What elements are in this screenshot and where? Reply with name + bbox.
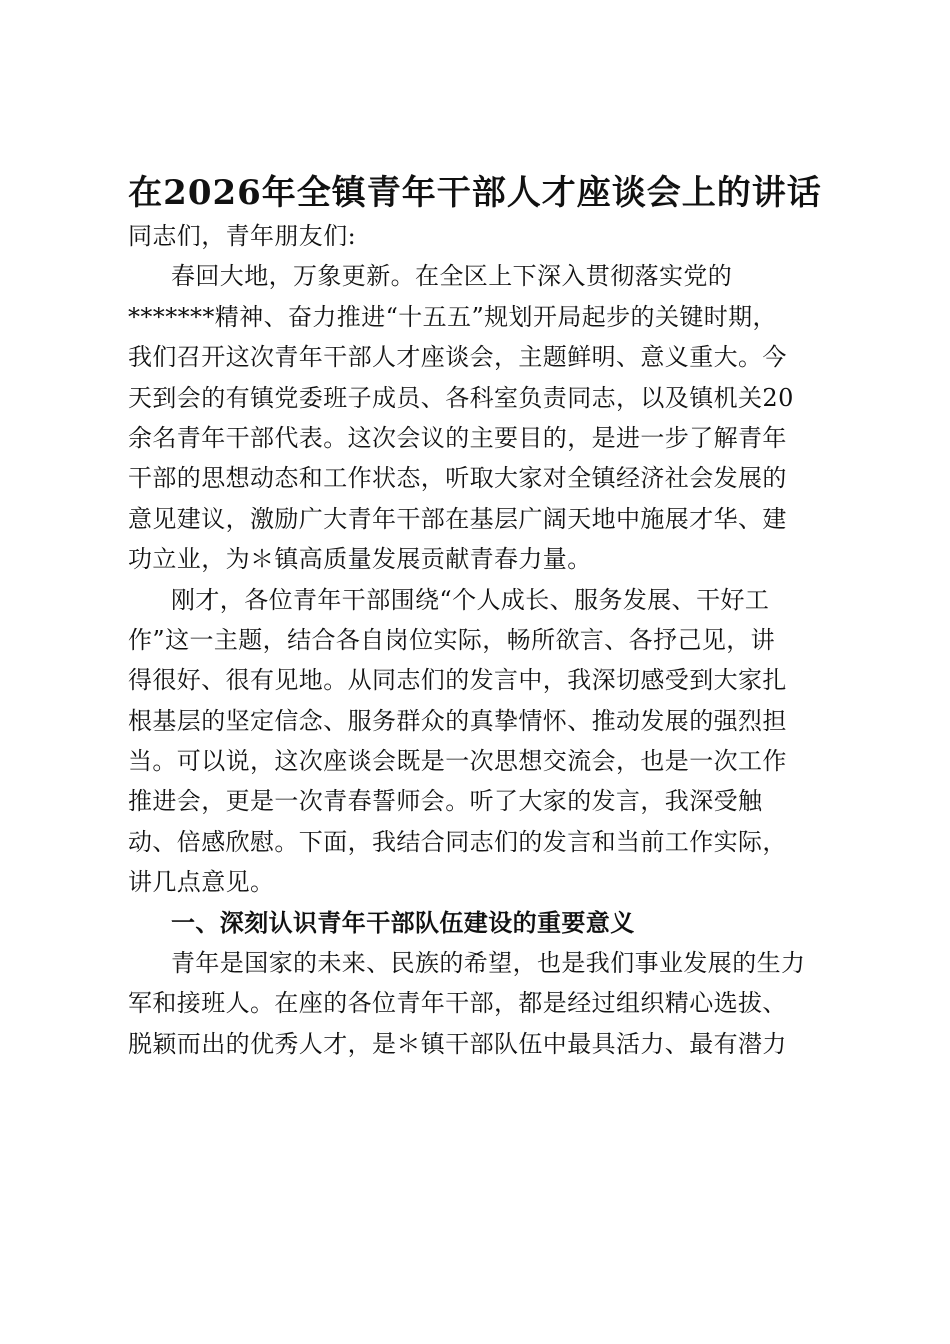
text-line: 功立业，为＊镇高质量发展贡献青春力量。 — [128, 545, 592, 574]
text-line: 脱颖而出的优秀人才，是＊镇干部队伍中最具活力、最有潜力 — [128, 1029, 787, 1058]
text-line: *******精神、奋力推进“十五五”规划开局起步的关键时期， — [128, 302, 777, 331]
text-line: 军和接班人。在座的各位青年干部，都是经过组织精心选拔、 — [128, 989, 787, 1018]
text-line: 得很好、很有见地。从同志们的发言中，我深切感受到大家扎 — [128, 666, 787, 695]
paragraph-3 — [128, 943, 828, 1064]
text-line: 当。可以说，这次座谈会既是一次思想交流会，也是一次工作 — [128, 747, 787, 776]
text-line: 作”这一主题，结合各自岗位实际，畅所欲言、各抒己见，讲 — [128, 625, 776, 654]
text-line: 天到会的有镇党委班子成员、各科室负责同志，以及镇机关20 — [128, 383, 794, 412]
document-title: 在2026年全镇青年干部人才座谈会上的讲话 — [128, 173, 822, 213]
text-line: 推进会，更是一次青春誓师会。听了大家的发言，我深受触 — [128, 787, 763, 816]
text-line: 讲几点意见。 — [128, 868, 275, 897]
paragraph-1 — [128, 256, 828, 579]
text-line: 春回大地，万象更新。在全区上下深入贯彻落实党的 — [171, 262, 733, 291]
text-line: 意见建议，激励广大青年干部在基层广阔天地中施展才华、建 — [128, 504, 787, 533]
document-body — [128, 216, 828, 1064]
greeting-line: 同志们，青年朋友们: — [128, 222, 357, 250]
text-line: 青年是国家的未来、民族的希望，也是我们事业发展的生力 — [171, 949, 806, 978]
paragraph-2 — [128, 580, 828, 903]
text-line: 余名青年干部代表。这次会议的主要目的，是进一步了解青年 — [128, 423, 787, 452]
text-line: 根基层的坚定信念、服务群众的真挚情怀、推动发展的强烈担 — [128, 706, 787, 735]
text-line: 干部的思想动态和工作状态，听取大家对全镇经济社会发展的 — [128, 464, 787, 493]
text-line: 刚才，各位青年干部围绕“个人成长、服务发展、干好工 — [171, 585, 770, 614]
section-heading: 一、深刻认识青年干部队伍建设的重要意义 — [171, 908, 635, 937]
text-line: 我们召开这次青年干部人才座谈会，主题鲜明、意义重大。今 — [128, 343, 787, 372]
text-line: 动、倍感欣慰。下面，我结合同志们的发言和当前工作实际， — [128, 827, 787, 856]
